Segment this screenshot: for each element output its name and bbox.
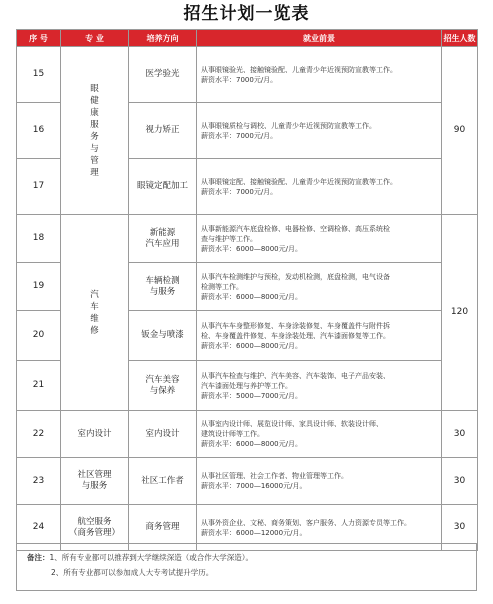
- table-row: [17, 458, 478, 505]
- row-seq: 17: [17, 159, 61, 215]
- row-direction: 新能源 汽车应用: [129, 215, 197, 263]
- count-community-management: 30: [442, 458, 478, 505]
- major-auto-repair: 汽 车 维 修: [61, 215, 129, 411]
- row-job: 从事外资企业、文秘、商务策划、客户服务、人力资源专员等工作。 薪资水平：6000—12000元/月。: [197, 505, 442, 551]
- notes-label: 备注：: [27, 553, 50, 562]
- note-line-2: 2、所有专业都可以参加成人大专考试提升学历。: [51, 568, 214, 577]
- row-direction: 室内设计: [129, 411, 197, 458]
- row-direction: 汽车美容 与保养: [129, 361, 197, 411]
- row-job: 从事新能源汽车底盘检修、电器检修、空调检修、高压系统检 查与维护等工作。 薪资水平：6000—8000元/月。: [197, 215, 442, 263]
- header-job: 就业前景: [197, 30, 442, 47]
- count-eye-health: 90: [442, 47, 478, 215]
- count-interior-design: 30: [442, 411, 478, 458]
- row-job: 从事汽车检查与维护、汽车美容、汽车装饰、电子产品安装、 汽车漆面处理与养护等工作。 薪资水平：5000—7000元/月。: [197, 361, 442, 411]
- header-count: 招生人数: [442, 30, 478, 47]
- note-line-1: 备注：1、所有专业都可以推荐到大学继续深造（或合作大学深造）。: [27, 553, 254, 562]
- notes-box: [16, 543, 477, 591]
- header-seq: 序 号: [17, 30, 61, 47]
- table-header-row: [17, 30, 478, 47]
- page-title: 招生计划一览表: [183, 4, 310, 24]
- major-eye-health: 眼 健 康 服 务 与 管 理: [61, 47, 129, 215]
- enrollment-table: [16, 29, 478, 551]
- row-direction: 钣金与喷漆: [129, 311, 197, 361]
- row-seq: 23: [17, 458, 61, 505]
- row-direction: 视力矫正: [129, 103, 197, 159]
- major-aviation-service: 航空服务 （商务管理）: [61, 505, 129, 551]
- row-direction: 车辆检测 与服务: [129, 263, 197, 311]
- count-auto-repair: 120: [442, 215, 478, 411]
- row-direction: 医学验光: [129, 47, 197, 103]
- row-job: 从事社区管理、社会工作者、物业管理等工作。 薪资水平：7000—16000元/月。: [197, 458, 442, 505]
- row-job: 从事室内设计师、展览设计师、家具设计师、软装设计师、 建筑设计师等工作。 薪资水平：6000—8000元/月。: [197, 411, 442, 458]
- row-seq: 19: [17, 263, 61, 311]
- table-row: [17, 215, 478, 263]
- major-interior-design: 室内设计: [61, 411, 129, 458]
- row-direction: 商务管理: [129, 505, 197, 551]
- row-direction: 眼镜定配加工: [129, 159, 197, 215]
- table-row: [17, 411, 478, 458]
- major-community-management: 社区管理 与服务: [61, 458, 129, 505]
- row-job: 从事汽车检测维护与预检，发动机检测，底盘检测，电气设备 检测等工作。 薪资水平：6000—8000元/月。: [197, 263, 442, 311]
- header-major: 专 业: [61, 30, 129, 47]
- row-job: 从事汽车车身整形修复、车身涂装修复、车身覆盖件与附件拆 检、车身覆盖件修复、车身涂装处理、汽车漆面修复等工作。 薪资水平：6000—8000元/月。: [197, 311, 442, 361]
- row-seq: 22: [17, 411, 61, 458]
- row-job: 从事眼镜定配、接触镜验配、儿童青少年近视预防宣教等工作。 薪资水平：7000元/月。: [197, 159, 442, 215]
- header-direction: 培养方向: [129, 30, 197, 47]
- count-aviation-service: 30: [442, 505, 478, 551]
- row-job: 从事眼镜质检与调校、儿童青少年近视预防宣教等工作。 薪资水平：7000元/月。: [197, 103, 442, 159]
- row-seq: 21: [17, 361, 61, 411]
- row-direction: 社区工作者: [129, 458, 197, 505]
- table-row: [17, 47, 478, 103]
- row-seq: 20: [17, 311, 61, 361]
- row-seq: 18: [17, 215, 61, 263]
- row-seq: 16: [17, 103, 61, 159]
- row-job: 从事眼镜验光、接触镜验配、儿童青少年近视预防宣教等工作。 薪资水平：7000元/月。: [197, 47, 442, 103]
- row-seq: 15: [17, 47, 61, 103]
- row-seq: 24: [17, 505, 61, 551]
